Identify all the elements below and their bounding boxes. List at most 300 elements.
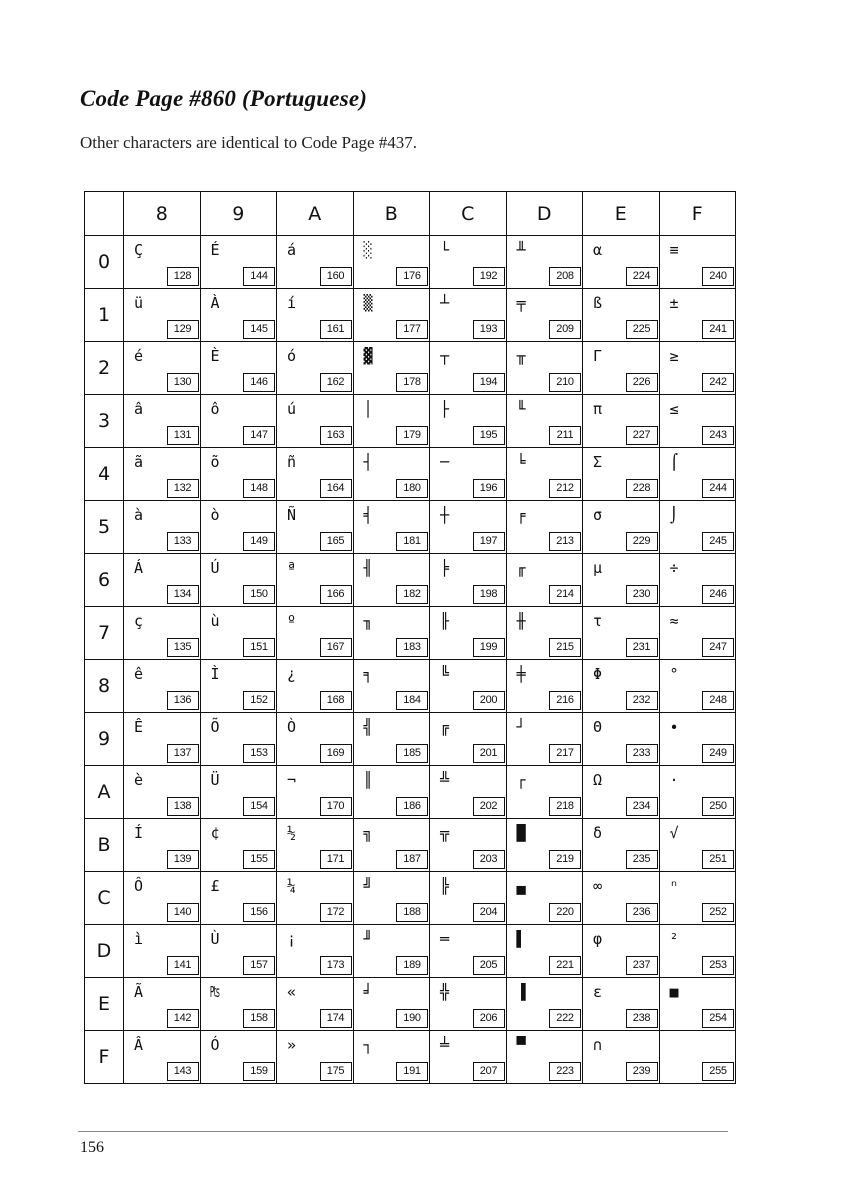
char-code-box: 154 <box>243 797 275 816</box>
table-row <box>85 978 736 1031</box>
char-glyph: £ <box>210 877 220 895</box>
char-cell <box>353 395 430 448</box>
char-code-box: 139 <box>167 850 199 869</box>
char-cell <box>583 766 660 819</box>
char-glyph: Â <box>134 1036 144 1054</box>
char-cell <box>583 925 660 978</box>
char-code-box: 179 <box>396 426 428 445</box>
char-code-box: 173 <box>320 956 352 975</box>
char-code-box: 255 <box>702 1062 734 1081</box>
char-cell <box>506 872 583 925</box>
char-code-box: 186 <box>396 797 428 816</box>
char-cell <box>430 766 507 819</box>
char-code-box: 192 <box>473 267 505 286</box>
char-code-box: 133 <box>167 532 199 551</box>
char-code-box: 178 <box>396 373 428 392</box>
char-glyph: ■ <box>669 983 679 1001</box>
char-cell <box>353 342 430 395</box>
char-cell <box>659 501 736 554</box>
page-title: Code Page #860 (Portuguese) <box>80 86 368 111</box>
char-cell <box>277 501 354 554</box>
char-cell <box>353 872 430 925</box>
char-glyph: í <box>287 294 297 312</box>
char-code-box: 181 <box>396 532 428 551</box>
char-glyph: ┴ <box>440 294 450 312</box>
char-cell <box>659 236 736 289</box>
char-glyph: ε <box>593 983 603 1001</box>
char-cell <box>659 713 736 766</box>
char-code-box: 254 <box>702 1009 734 1028</box>
char-glyph: ▄ <box>516 877 526 895</box>
char-code-box: 224 <box>626 267 658 286</box>
char-glyph: ╕ <box>363 665 373 683</box>
char-glyph: ê <box>134 665 144 683</box>
char-glyph: ╛ <box>363 983 373 1001</box>
table-row <box>85 501 736 554</box>
char-glyph: ╡ <box>363 506 373 524</box>
char-cell <box>353 819 430 872</box>
char-cell <box>430 607 507 660</box>
char-glyph: ╫ <box>516 612 526 630</box>
char-cell <box>277 660 354 713</box>
char-cell <box>353 925 430 978</box>
char-code-box: 180 <box>396 479 428 498</box>
char-glyph: ô <box>210 400 220 418</box>
table-row <box>85 872 736 925</box>
char-code-box: 243 <box>702 426 734 445</box>
table-row <box>85 342 736 395</box>
char-cell <box>430 819 507 872</box>
char-code-box: 225 <box>626 320 658 339</box>
char-glyph: ╟ <box>440 612 450 630</box>
char-glyph: α <box>593 241 603 259</box>
row-header: 9 <box>85 713 124 766</box>
char-code-box: 201 <box>473 744 505 763</box>
char-glyph: ò <box>210 506 220 524</box>
char-code-box: 136 <box>167 691 199 710</box>
char-cell <box>200 289 277 342</box>
char-glyph: ╥ <box>516 347 526 365</box>
char-cell <box>506 501 583 554</box>
char-cell <box>659 1031 736 1084</box>
char-code-box: 156 <box>243 903 275 922</box>
char-glyph: Õ <box>210 718 220 736</box>
char-cell <box>659 448 736 501</box>
column-header-row <box>85 192 736 236</box>
char-cell <box>277 766 354 819</box>
char-glyph: Ù <box>210 930 220 948</box>
char-code-box: 232 <box>626 691 658 710</box>
char-glyph: Ñ <box>287 506 297 524</box>
char-cell <box>659 554 736 607</box>
char-cell <box>124 819 201 872</box>
char-glyph: ╤ <box>516 294 526 312</box>
char-code-box: 191 <box>396 1062 428 1081</box>
char-code-box: 130 <box>167 373 199 392</box>
char-code-box: 142 <box>167 1009 199 1028</box>
char-cell <box>277 872 354 925</box>
char-cell <box>506 342 583 395</box>
char-cell <box>430 554 507 607</box>
char-glyph: Ú <box>210 559 220 577</box>
char-code-box: 143 <box>167 1062 199 1081</box>
char-cell <box>200 395 277 448</box>
row-header: 3 <box>85 395 124 448</box>
char-code-box: 229 <box>626 532 658 551</box>
char-glyph: ▐ <box>516 983 526 1001</box>
char-cell <box>506 554 583 607</box>
column-header: C <box>430 192 507 236</box>
page-number: 156 <box>80 1139 104 1156</box>
char-cell <box>124 342 201 395</box>
char-cell <box>124 1031 201 1084</box>
char-glyph: Á <box>134 559 144 577</box>
char-cell <box>430 925 507 978</box>
char-code-box: 212 <box>549 479 581 498</box>
char-cell <box>430 289 507 342</box>
row-header: 5 <box>85 501 124 554</box>
char-code-box: 235 <box>626 850 658 869</box>
char-glyph: É <box>210 241 220 259</box>
char-code-box: 236 <box>626 903 658 922</box>
char-cell <box>353 289 430 342</box>
char-cell <box>200 501 277 554</box>
table-row <box>85 448 736 501</box>
char-code-box: 188 <box>396 903 428 922</box>
char-cell <box>583 554 660 607</box>
char-code-box: 158 <box>243 1009 275 1028</box>
char-code-box: 220 <box>549 903 581 922</box>
char-glyph: ² <box>669 930 679 948</box>
char-code-box: 171 <box>320 850 352 869</box>
char-cell <box>353 554 430 607</box>
char-code-box: 145 <box>243 320 275 339</box>
char-glyph: ╔ <box>440 718 450 736</box>
char-glyph: ¢ <box>210 824 220 842</box>
char-code-box: 137 <box>167 744 199 763</box>
char-cell <box>583 713 660 766</box>
column-header: F <box>659 192 736 236</box>
char-glyph: π <box>593 400 603 418</box>
char-glyph: Ì <box>210 665 220 683</box>
char-glyph: ╘ <box>516 453 526 471</box>
char-code-box: 251 <box>702 850 734 869</box>
table-row <box>85 236 736 289</box>
char-cell <box>506 978 583 1031</box>
char-cell <box>124 713 201 766</box>
char-code-box: 227 <box>626 426 658 445</box>
char-code-box: 160 <box>320 267 352 286</box>
char-cell <box>277 978 354 1031</box>
char-cell <box>200 554 277 607</box>
row-header: 7 <box>85 607 124 660</box>
char-glyph: ⌠ <box>669 453 679 471</box>
char-glyph: ╨ <box>516 241 526 259</box>
char-glyph: ╒ <box>516 506 526 524</box>
char-cell <box>506 713 583 766</box>
char-cell <box>200 342 277 395</box>
char-cell <box>124 554 201 607</box>
char-glyph: á <box>287 241 297 259</box>
char-cell <box>659 660 736 713</box>
char-code-box: 169 <box>320 744 352 763</box>
char-code-box: 138 <box>167 797 199 816</box>
char-glyph: ª <box>287 559 297 577</box>
char-glyph: ╦ <box>440 824 450 842</box>
char-cell <box>430 501 507 554</box>
char-glyph: ═ <box>440 930 450 948</box>
char-cell <box>200 1031 277 1084</box>
char-cell <box>659 978 736 1031</box>
char-cell <box>430 448 507 501</box>
row-header: A <box>85 766 124 819</box>
row-header: C <box>85 872 124 925</box>
char-code-box: 206 <box>473 1009 505 1028</box>
char-cell <box>430 236 507 289</box>
char-code-box: 209 <box>549 320 581 339</box>
char-cell <box>506 660 583 713</box>
char-glyph: Ê <box>134 718 144 736</box>
char-code-box: 203 <box>473 850 505 869</box>
char-glyph: φ <box>593 930 603 948</box>
char-cell <box>277 607 354 660</box>
page-subtitle: Other characters are identical to Code Page #437. <box>80 133 418 152</box>
char-cell <box>506 766 583 819</box>
char-glyph: Ü <box>210 771 220 789</box>
char-cell <box>430 872 507 925</box>
char-code-box: 240 <box>702 267 734 286</box>
char-code-box: 248 <box>702 691 734 710</box>
char-glyph: õ <box>210 453 220 471</box>
char-cell <box>124 448 201 501</box>
char-code-box: 168 <box>320 691 352 710</box>
char-glyph: ├ <box>440 400 450 418</box>
char-code-box: 141 <box>167 956 199 975</box>
row-header: 6 <box>85 554 124 607</box>
row-header: E <box>85 978 124 1031</box>
char-cell <box>124 925 201 978</box>
char-code-box: 152 <box>243 691 275 710</box>
char-cell <box>200 660 277 713</box>
char-glyph: é <box>134 347 144 365</box>
char-cell <box>430 395 507 448</box>
char-code-box: 189 <box>396 956 428 975</box>
char-glyph: ⁿ <box>669 877 679 895</box>
char-glyph: ┤ <box>363 453 373 471</box>
char-glyph: ç <box>134 612 144 630</box>
char-code-box: 197 <box>473 532 505 551</box>
char-code-box: 153 <box>243 744 275 763</box>
table-body <box>85 236 736 1084</box>
char-cell <box>200 236 277 289</box>
char-code-box: 167 <box>320 638 352 657</box>
char-code-box: 200 <box>473 691 505 710</box>
char-cell <box>506 1031 583 1084</box>
char-glyph: ∩ <box>593 1036 603 1054</box>
char-code-box: 252 <box>702 903 734 922</box>
char-code-box: 230 <box>626 585 658 604</box>
char-glyph: ¿ <box>287 665 297 683</box>
char-glyph: ╬ <box>440 983 450 1001</box>
char-code-box: 195 <box>473 426 505 445</box>
char-cell <box>277 236 354 289</box>
row-header: 4 <box>85 448 124 501</box>
char-glyph: ╣ <box>363 718 373 736</box>
char-cell <box>430 978 507 1031</box>
char-code-box: 239 <box>626 1062 658 1081</box>
char-code-box: 215 <box>549 638 581 657</box>
char-glyph: ┼ <box>440 506 450 524</box>
table-row <box>85 289 736 342</box>
char-glyph: ± <box>669 294 679 312</box>
char-code-box: 128 <box>167 267 199 286</box>
char-glyph: ▀ <box>516 1036 526 1054</box>
char-cell <box>124 607 201 660</box>
table-row <box>85 925 736 978</box>
char-glyph: Σ <box>593 453 603 471</box>
char-cell <box>277 289 354 342</box>
char-cell <box>659 819 736 872</box>
char-code-box: 182 <box>396 585 428 604</box>
char-code-box: 172 <box>320 903 352 922</box>
char-glyph: ∞ <box>593 877 603 895</box>
char-code-box: 237 <box>626 956 658 975</box>
char-glyph: ╧ <box>440 1036 450 1054</box>
char-glyph: ∙ <box>669 718 679 736</box>
table-row <box>85 766 736 819</box>
char-glyph: È <box>210 347 220 365</box>
char-glyph: è <box>134 771 144 789</box>
char-glyph: ┘ <box>516 718 526 736</box>
footer-divider <box>78 1131 728 1132</box>
column-header: B <box>353 192 430 236</box>
char-cell <box>200 713 277 766</box>
char-glyph: ╞ <box>440 559 450 577</box>
char-code-box: 207 <box>473 1062 505 1081</box>
char-glyph: ╩ <box>440 771 450 789</box>
char-cell <box>506 289 583 342</box>
char-code-box: 163 <box>320 426 352 445</box>
char-cell <box>277 342 354 395</box>
char-code-box: 213 <box>549 532 581 551</box>
char-glyph: Ω <box>593 771 603 789</box>
char-code-box: 194 <box>473 373 505 392</box>
table-row <box>85 1031 736 1084</box>
char-code-box: 148 <box>243 479 275 498</box>
char-cell <box>200 607 277 660</box>
char-cell <box>353 978 430 1031</box>
char-cell <box>506 607 583 660</box>
char-glyph: ≤ <box>669 400 679 418</box>
char-glyph: ▌ <box>516 930 526 948</box>
char-cell <box>583 501 660 554</box>
char-glyph: À <box>210 294 220 312</box>
char-code-box: 202 <box>473 797 505 816</box>
char-code-box: 183 <box>396 638 428 657</box>
row-header: 2 <box>85 342 124 395</box>
char-cell <box>430 1031 507 1084</box>
char-glyph: ¼ <box>287 877 297 895</box>
char-cell <box>430 660 507 713</box>
char-glyph: ╢ <box>363 559 373 577</box>
char-code-box: 190 <box>396 1009 428 1028</box>
char-code-box: 238 <box>626 1009 658 1028</box>
char-glyph: º <box>287 612 297 630</box>
char-cell <box>583 872 660 925</box>
char-glyph: ≈ <box>669 612 679 630</box>
char-code-box: 246 <box>702 585 734 604</box>
char-cell <box>353 607 430 660</box>
char-code-box: 174 <box>320 1009 352 1028</box>
char-glyph: ì <box>134 930 144 948</box>
char-glyph: √ <box>669 824 679 842</box>
char-code-box: 218 <box>549 797 581 816</box>
char-cell <box>659 607 736 660</box>
char-cell <box>583 289 660 342</box>
char-glyph: ╠ <box>440 877 450 895</box>
char-cell <box>506 925 583 978</box>
char-code-box: 165 <box>320 532 352 551</box>
char-glyph: ₧ <box>210 983 220 1001</box>
char-code-box: 132 <box>167 479 199 498</box>
table-row <box>85 660 736 713</box>
char-glyph: â <box>134 400 144 418</box>
char-glyph: ½ <box>287 824 297 842</box>
char-code-box: 221 <box>549 956 581 975</box>
char-glyph: ▓ <box>363 347 373 365</box>
char-cell <box>124 501 201 554</box>
char-code-box: 164 <box>320 479 352 498</box>
char-cell <box>200 819 277 872</box>
char-glyph: ┐ <box>363 1036 373 1054</box>
char-cell <box>277 395 354 448</box>
char-glyph: █ <box>516 824 526 842</box>
char-cell <box>124 978 201 1031</box>
char-glyph: ╚ <box>440 665 450 683</box>
char-code-box: 204 <box>473 903 505 922</box>
row-header: B <box>85 819 124 872</box>
char-glyph: Ã <box>134 983 144 1001</box>
char-glyph: ¬ <box>287 771 297 789</box>
char-cell <box>353 448 430 501</box>
char-cell <box>659 342 736 395</box>
char-code-box: 244 <box>702 479 734 498</box>
row-header: 1 <box>85 289 124 342</box>
char-glyph: ü <box>134 294 144 312</box>
char-cell <box>583 342 660 395</box>
char-code-box: 162 <box>320 373 352 392</box>
char-code-box: 176 <box>396 267 428 286</box>
char-code-box: 242 <box>702 373 734 392</box>
char-glyph: ╙ <box>516 400 526 418</box>
char-code-box: 185 <box>396 744 428 763</box>
char-code-box: 249 <box>702 744 734 763</box>
row-header: 0 <box>85 236 124 289</box>
char-code-box: 231 <box>626 638 658 657</box>
column-header: D <box>506 192 583 236</box>
char-cell <box>277 819 354 872</box>
char-glyph: Ô <box>134 877 144 895</box>
char-glyph: ß <box>593 294 603 312</box>
char-glyph: ┌ <box>516 771 526 789</box>
char-glyph: Í <box>134 824 144 842</box>
char-code-box: 140 <box>167 903 199 922</box>
char-code-box: 211 <box>549 426 581 445</box>
char-glyph: ¡ <box>287 930 297 948</box>
char-code-box: 210 <box>549 373 581 392</box>
row-header: 8 <box>85 660 124 713</box>
char-glyph: Φ <box>593 665 603 683</box>
